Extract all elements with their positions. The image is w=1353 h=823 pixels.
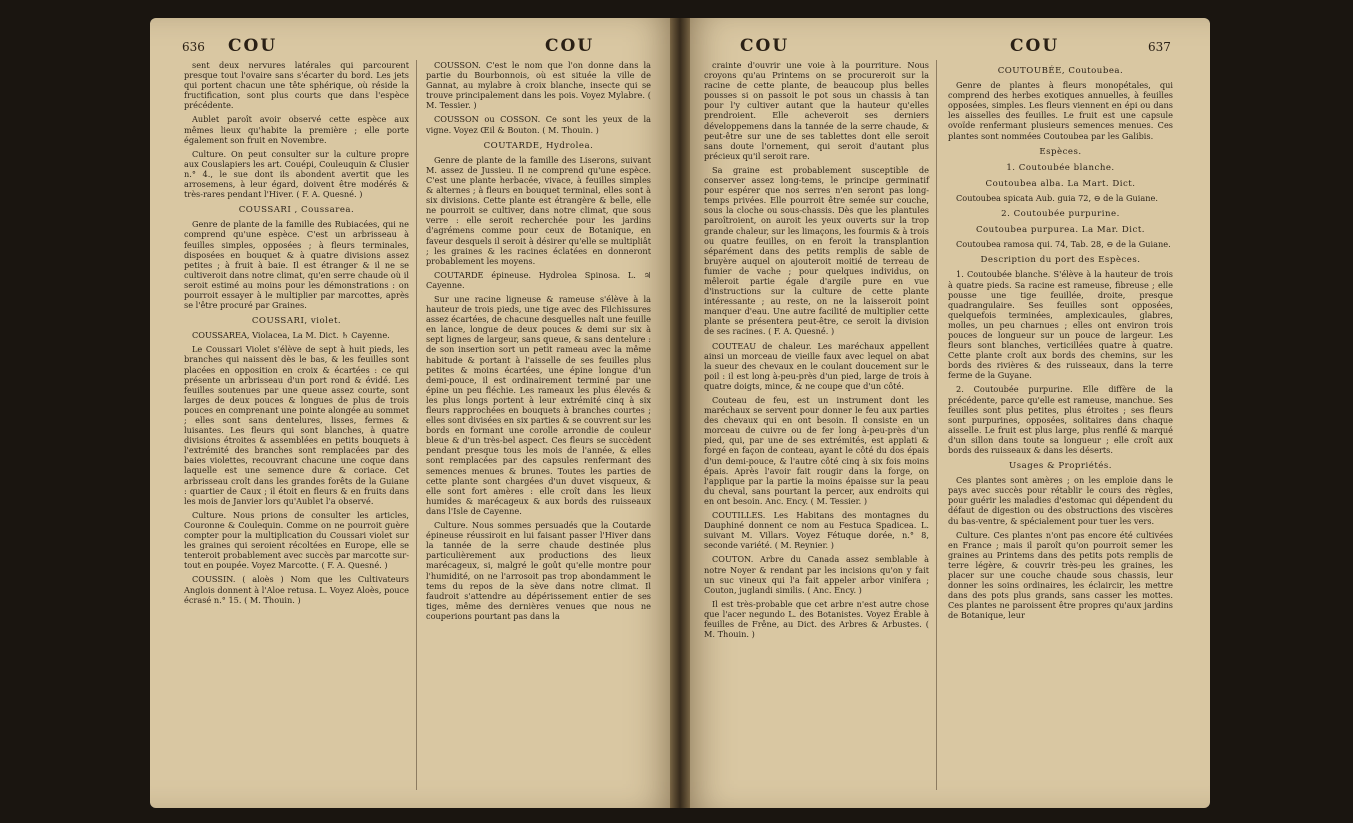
text-paragraph: COUTARDE, Hydrolea. xyxy=(483,140,594,151)
text-paragraph: COUTON. Arbre du Canada assez semblable à notre Noyer & rendant par les incisions qu'on y fait un suc vineux qui l'a fait appeler arbor vinifera ; Couton, juglandi similis. ( Anc. Ency. ) xyxy=(704,554,929,595)
text-paragraph: Coutoubea ramosa qui. 74, Tab. 28, ⊖ de la Guiane. xyxy=(956,239,1171,250)
text-paragraph: COUSSAREA, Violacea, La M. Dict. ♄ Cayenne. xyxy=(192,330,390,341)
text-paragraph: 2. Coutoubée purpurine. xyxy=(1001,209,1120,220)
text-paragraph: Coutoubea alba. La Mart. Dict. xyxy=(985,178,1136,189)
running-head-right-1: COU xyxy=(740,36,790,56)
left-column-2 xyxy=(426,60,651,625)
text-paragraph: COUSSIN. ( aloès ) Nom que les Cultivateurs Anglois donnent à l'Aloe retusa. L. Voyez Aloès, pouce écrasé n.° 15. ( M. Thouin. ) xyxy=(184,574,409,605)
left-page xyxy=(150,18,680,808)
column-rule xyxy=(416,60,417,790)
book-gutter xyxy=(670,18,690,808)
text-paragraph: Il est très-probable que cet arbre n'est autre chose que l'acer negundo L. des Botanistes. Voyez Érable à feuilles de Frêne, au Dict. des Arbres & Arbustes. ( M. Thouin. ) xyxy=(704,598,929,640)
text-paragraph: COUSSON ou COSSON. Ce sont les yeux de la vigne. Voyez Œil & Bouton. ( M. Thouin. ) xyxy=(426,114,651,135)
text-paragraph: Sur une racine ligneuse & rameuse s'élève à la hauteur de trois pieds, une tige avec des Filchissures assez écartées, de chacune desquelles naît une feuille en lance, longue de deux pouces & demi sur six à sept lignes de largeur, sans queue, & sans dentelure : de son insertion sort un petit rameau avec la même habitude & portant à l'aisselle de ses feuilles plus petites & moins écartées, une épine longue d'un demi-pouce, il est ordinairement terminé par une épine un peu fléchie. Les rameaux les plus élevés & les plus longs portent à leur extrémité cinq à six fleurs rapprochées en bouquets à branches courtes ; elles sont divisées en six parties & se couvrent sur les bords en formant une corolle arrondie de couleur bleue & d'un très-bel aspect. Ces fleurs se succèdent pendant presque tous les mois de l'année, & elles sont remplacées par des capsules renfermant des semences menues & brunes. Toutes les parties de cette plante sont chargées d'un duvet visqueux, & elle sont fort amères : elle croît dans les lieux humides & marécageux & aux bords des ruisseaux dans l'Isle de Cayenne. xyxy=(426,293,651,516)
text-paragraph: sent deux nervures latérales qui parcourent presque tout l'ovaire sans s'écarter du bord. Les jets qui portent chacun une tête sphérique, où réside la fructification, sont plus courts que dans l'espèce précédente. xyxy=(184,60,409,111)
text-paragraph: Espèces. xyxy=(1039,146,1082,157)
text-paragraph: Coutoubea purpurea. La Mar. Dict. xyxy=(975,225,1146,236)
text-paragraph: Coutoubea spicata Aub. guia 72, ⊖ de la Guiane. xyxy=(956,192,1158,203)
text-paragraph: COUSSON. C'est le nom que l'on donne dans la partie du Bourbonnois, où est située la ville de Gannat, au mylabre à croix blanche, insecte qui se trouve principalement dans les pois. Voyez Mylabre. ( M. Tessier. ) xyxy=(426,60,651,111)
right-column-1 xyxy=(704,60,929,643)
open-book xyxy=(150,18,1210,808)
text-paragraph: COUTILLES. Les Habitans des montagnes du Dauphiné donnent ce nom au Festuca Spadicea. L. suivant M. Villars. Voyez Fétuque dorée, n.° 8, seconde variété. ( M. Reynier. ) xyxy=(704,510,929,551)
text-paragraph: Culture. On peut consulter sur la culture propre aux Couslapiers les art. Couépi, Couleuquin & Clusier n.° 4., le sue dont ils abondent avertit que les arrosemens, à leur égard, doivent être modérés & très-rares pendant l'Hiver. ( F. A. Quesné. ) xyxy=(184,148,409,200)
running-head-left-1: COU xyxy=(228,36,278,56)
page-number-left: 636 xyxy=(182,40,205,54)
text-paragraph: Couteau de feu, est un instrument dont les maréchaux se servent pour donner le feu aux parties des chevaux qui en ont besoin. Il consiste en un morceau de cuivre ou de fer long à-peu-près d'un pied, qui, par une de ses extrémités, est applati & forgé en façon de conteau, ayant le côté du dos épais d'un demi-pouce, & l'autre côté cinq à six fois moins épais. Après l'avoir fait rougir dans la forge, on l'applique par la partie la moins épaisse sur la peau du cheval, sans pourtant la percer, aux endroits qui en ont besoin. Anc. Ency. ( M. Tessier. ) xyxy=(704,395,929,506)
text-paragraph: COUTEAU de chaleur. Les maréchaux appellent ainsi un morceau de vieille faux avec lequel on abat la sueur des chevaux en le coulant doucement sur le poil : il est long à-peu-près d'un pied, large de trois à quatre doigts, mince, & ne coupe que d'un côté. xyxy=(704,340,929,391)
text-paragraph: 1. Coutoubée blanche. S'élève à la hauteur de trois à quatre pieds. Sa racine est rameuse, fibreuse ; elle pousse une tige feuillée, droite, presque quadrangulaire. Ses feuilles sont opposées, quelquefois terminées, amplexicaules, glabres, molles, un peu charnues ; elles ont environ trois pouces de longueur sur un pouce de largeur. Les fleurs sont blanches, verticillées quatre à quatre. Cette plante croît aux bords des chemins, sur les bords des rivières & des ruisseaux, dans la terre ferme de la Guyane. xyxy=(948,269,1173,381)
text-paragraph: Genre de plantes à fleurs monopétales, qui comprend des herbes exotiques annuelles, à feuilles opposées, simples. Les fleurs viennent en épi ou dans les aisselles des feuilles. Le fruit est une capsule ovoïde renfermant plusieurs semences menues. Ces plantes sont nommées Coutoubea par les Galibis. xyxy=(948,80,1173,141)
text-paragraph: Aublet paroît avoir observé cette espèce aux mêmes lieux qu'habite la première ; elle porte également son fruit en Novembre. xyxy=(184,114,409,145)
text-paragraph: Ces plantes sont amères ; on les emploie dans le pays avec succès pour rétablir le cours des règles, pour guérir les maladies d'estomac qui dépendent du défaut de digestion ou des obstructions des viscères du bas-ventre, & spécialement pour tuer les vers. xyxy=(948,475,1173,526)
text-paragraph: crainte d'ouvrir une voie à la pourriture. Nous croyons qu'au Printems on se procureroit sur la racine de cette plante, de beaucoup plus belles pousses si on passoit le pot sous un chassis à tan pour l'y cultiver autant que la hauteur qu'elles prendroient. Elle acheveroit ses derniers développemens dans la tannée de la serre chaude, & peut-être sur une de ses tablettes dont elle seroit sans doute l'ornement, qui seroit d'autant plus précieux qu'il seroit rare. xyxy=(704,60,929,161)
text-paragraph: Culture. Nous prions de consulter les articles, Couronne & Coulequin. Comme on ne pourroit guère compter pour la multiplication du Coussari violet sur les graines qui seroient récoltées en Europe, elle se tenteroit probablement avec succès par marcotte sur-tout en poupée. Voyez Marcotte. ( F. A. Quesné. ) xyxy=(184,509,409,571)
right-page xyxy=(680,18,1210,808)
text-paragraph: COUSSARI, violet. xyxy=(251,316,342,327)
column-rule xyxy=(936,60,937,790)
text-paragraph: Usages & Propriétés. xyxy=(1008,461,1113,472)
text-paragraph: Genre de plante de la famille des Liserons, suivant M. assez de Jussieu. Il ne comprend qu'une espèce. C'est une plante herbacée, vivace, à feuilles simples & alternes ; à fleurs en bouquet terminal, elles sont à six divisions. Cette plante est étrangère & belle, elle ne pourroit se cultiver, dans notre climat, que sous verre : elle seroit recherchée pour les jardins d'agrémens comme pour ceux de Botanique, en faveur desquels il seroit à désirer qu'elle se multipliât ; les graines & les racines éclatées en donneront probablement les moyens. xyxy=(426,154,651,266)
text-paragraph: 2. Coutoubée purpurine. Elle diffère de la précédente, parce qu'elle est rameuse, manchue. Ses feuilles sont plus petites, plus étroites ; ses fleurs sont purpurines, opposées, solitaires dans chaque aisselle. Le fruit est plus large, plus renflé & marqué d'un sillon dans toute sa longueur ; elle croît aux bords des ruisseaux & dans les déserts. xyxy=(948,384,1173,455)
text-paragraph: Le Coussari Violet s'élève de sept à huit pieds, les branches qui naissent dès le bas, & les feuilles sont placées en opposition en croix & écartées : ce qui présente un arbrisseau d'un port rond & évidé. Les feuilles soutenues par une queue assez courte, sont larges de deux pouces & longues de plus de trois pouces en comprenant une pointe alongée au sommet ; elles sont sans dentelures, lisses, fermes & luisantes. Les fleurs qui sont blanches, à quatre divisions étroites & assemblées en petits bouquets à l'extrémité des branches sont remplacées par des baies violettes, recouvrant chacune une coque dans laquelle est une semence dure & coriace. Cet arbrisseau croît dans les grandes forêts de la Guiane : quartier de Caux ; il étoit en fleurs & en fruits dans les mois de Janvier lors qu'Aublet l'a observé. xyxy=(184,344,409,506)
page-number-right: 637 xyxy=(1148,40,1171,54)
text-paragraph: Genre de plante de la famille des Rubiacées, qui ne comprend qu'une espèce. C'est un arbrisseau à feuilles simples, opposées ; à fleurs terminales, disposées en bouquet & à quatre divisions assez petites ; à fruit à baie. Il est étranger & il ne se cultiveroit dans notre climat, qu'en serre chaude où il seroit estimé au moins pour les démonstrations : on pourroit essayer à le multiplier par marcottes, après se l'être procuré par Graines. xyxy=(184,219,409,311)
right-column-2 xyxy=(948,60,1173,625)
text-paragraph: COUTOUBÉE, Coutoubea. xyxy=(997,66,1124,76)
text-paragraph: COUTARDE épineuse. Hydrolea Spinosa. L. ♃ Cayenne. xyxy=(426,269,651,290)
text-paragraph: Description du port des Espèces. xyxy=(980,255,1141,266)
text-paragraph: Sa graine est probablement susceptible de conserver assez long-tems, le principe germinatif pour espérer que nos serres n'en seront pas long-temps privées. Elle pourroit être semée sur couche, sous la cloche ou sous-chassis. Dès que les plantules paroîtroient, on auroit les yeux ouverts sur la trop grande chaleur, sur les limaçons, les fourmis & à trois ou quatre feuilles, on en feroit la transplantion séparément dans des petits remplis de sable de bruyère auquel on ajouteroit moitié de terreau de fumier de vache ; pour quelques individus, on mêleroit partie égale d'argile pure en vue d'instructions sur la culture de cette plante intéressante ; au reste, on ne la laisseroit point manquer d'eau. Une autre facilité de multiplier cette plante se présentera peut-être, ce seroit la division de ses racines. ( F. A. Quesné. ) xyxy=(704,164,929,337)
left-column-1 xyxy=(184,60,409,609)
text-paragraph: Culture. Nous sommes persuadés que la Coutarde épineuse réussiroit en lui faisant passer l'Hiver dans la tannée de la serre chaude destinée plus particulièrement aux productions des lieux marécageux, si, malgré le goût qu'elle montre pour l'humidité, on ne l'arrosoit pas trop abondamment le tems du repos de la sève dans notre climat. Il faudroit s'attendre au dépérissement entier de ses tiges, même des dernières venues que nous ne couperions pourtant pas dans la xyxy=(426,520,651,621)
running-head-right-2: COU xyxy=(1010,36,1060,56)
text-paragraph: Culture. Ces plantes n'ont pas encore été cultivées en France ; mais il paroît qu'on pourroit semer les graines au Printems dans des petits pots remplis de terre légère, & couvrir très-peu les graines, les placer sur une couche chaude sous chassis, leur donner les soins ordinaires, les éclaircir, les mettre dans des pots plus grands, sans casser les mottes. Ces plantes ne paroissent être propres qu'aux jardins de Botanique, leur xyxy=(948,529,1173,621)
text-paragraph: 1. Coutoubée blanche. xyxy=(1006,162,1115,173)
text-paragraph: COUSSARI , Coussarea. xyxy=(238,205,355,216)
running-head-left-2: COU xyxy=(545,36,595,56)
